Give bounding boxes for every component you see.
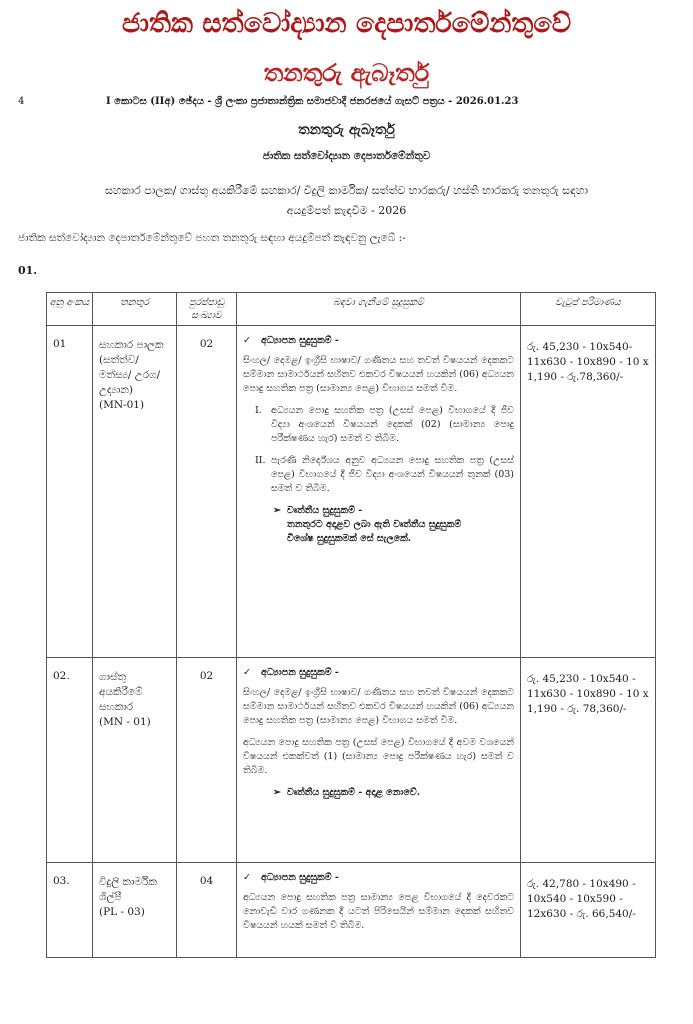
list-item bbox=[255, 454, 514, 496]
vocational-text: තනතුරට අදාළව ලබා ඇති වෘත්තීය සුදුසුකම් bbox=[287, 519, 462, 530]
list-item-text: අධ්‍යයන පොදු සහතික පත්‍ර (උසස් පෙළ) විභාගයේ දී ජීව විද්‍යා අංශයෙන් විෂයයන් දෙකක් (02) (සාමාන්‍ය පොදු පරීක්ෂණය හැර) සමත් ව තිබීම. bbox=[271, 405, 514, 444]
page-number: 4 bbox=[18, 96, 25, 107]
document-title: තනතුරු ඇබෑර්තු bbox=[298, 122, 395, 138]
row-vacancies: 02 bbox=[177, 658, 237, 863]
table-header-row bbox=[47, 293, 656, 326]
list-item-number: I. bbox=[255, 405, 262, 416]
header-qualifications: බඳවා ගැනීමේ සුදුසුකම් bbox=[237, 293, 521, 326]
post-line: අයකිරීමේ bbox=[99, 686, 143, 698]
header-post: තනතුර bbox=[93, 293, 177, 326]
row-post bbox=[93, 863, 177, 958]
post-line: විදුලි කාර්මික bbox=[99, 876, 157, 888]
row-salary: රු. 42,780 - 10x490 - 10x540 - 10x590 - 12x630 - රු. 66,540/- bbox=[521, 863, 656, 958]
row-post bbox=[93, 326, 177, 658]
row-vacancies: 02 bbox=[177, 326, 237, 658]
gazette-title: I කොටස (IIඅ) ඡේදය - ශ්‍රී ලංකා ප්‍රජාතාන්ත්‍රික සමාජවාදී ජනරජයේ ගැසට් පත්‍රය - 2026.01.23 bbox=[106, 96, 519, 107]
list-item-number: II. bbox=[255, 455, 266, 466]
post-line: (MN-01) bbox=[99, 399, 145, 411]
vacancy-table bbox=[46, 292, 656, 958]
arrow-bullet-icon: ➢ bbox=[273, 787, 281, 798]
vocational-qualifications bbox=[273, 504, 514, 546]
vocational-heading: වෘත්තීය සුදුසුකම් - bbox=[287, 505, 363, 516]
description-line-1: සහකාර පාලක/ ගාස්තු අයකිරීමේ සහකාර/ විදුලි කාර්මික/ සත්ත්ව භාරකරු/ හස්ති භාරකරු තනතුරු සඳහා bbox=[105, 184, 588, 197]
header-vacancies: පුරප්පාඩු සංඛ්‍යාව bbox=[177, 293, 237, 326]
intro-text: ජාතික සත්වෝද්‍යාන දෙපාර්තමේන්තුවේ පහත තනතුරු සඳහා අයදුම්පත් කැඳවනු ලැබේ :- bbox=[18, 232, 406, 244]
vocational-heading: වෘත්තීය සුදුසුකම් - අදාළ නොවේ. bbox=[287, 787, 421, 798]
description-line-2: අයදුම්පත් කැඳවීම - 2026 bbox=[286, 204, 407, 217]
arrow-bullet-icon: ➢ bbox=[273, 505, 281, 516]
edu-paragraph: සිංහල/ දෙමළ/ ඉංග්‍රීසි භාෂාව/ ගණිතය සහ තවත් විෂයයන් දෙකකට සම්මාන සාමාර්ථයන් සහිතව එකවර විෂයයන් හයකින් (06) අධ්‍යයන පොදු සහතික පත්‍ර (සාමාන්‍ය පෙළ) විභාගය සමත් වීම. bbox=[243, 355, 514, 394]
post-line: මත්ස්‍ය/ උරග/ bbox=[99, 369, 161, 381]
row-qualifications bbox=[237, 658, 521, 863]
post-line: සහකාර පාලක bbox=[99, 339, 164, 351]
header-serial: අනු අංකය bbox=[47, 293, 93, 326]
row-qualifications bbox=[237, 863, 521, 958]
post-line: ගාස්තු bbox=[99, 671, 127, 683]
header-salary: වැටුප් පරිමාණය bbox=[521, 293, 656, 326]
edu-paragraph: අධ්‍යයන පොදු සහතික පත්‍ර සාමාන්‍ය පෙළ විභාගයේ දී දෙවරකට නොවැඩි වාර ගණනක දී යටත් පිරිසෙයින් සම්මාන දෙකක් සහිතව විෂයයන් හයක් සමත් වී තිබීම. bbox=[243, 892, 514, 931]
section-number: 01. bbox=[18, 264, 38, 277]
row-post bbox=[93, 658, 177, 863]
row-vacancies: 04 bbox=[177, 863, 237, 958]
post-line: (PL - 03) bbox=[99, 906, 145, 918]
checkmark-icon: ✓ bbox=[243, 335, 251, 346]
edu-heading bbox=[243, 871, 514, 885]
row-qualifications bbox=[237, 326, 521, 658]
row-serial: 03. bbox=[47, 863, 93, 958]
row-serial: 02. bbox=[47, 658, 93, 863]
edu-heading-text: අධ්‍යාපන සුදුසුකම් - bbox=[260, 667, 339, 678]
document-subtitle: ජාතික සත්වෝද්‍යාන දෙපාර්තමේන්තුව bbox=[262, 150, 431, 162]
edu-paragraph: අධ්‍යයන පොදු සහතික පත්‍ර (උසස් පෙළ) විභාගයේ දී අවම වශයෙන් විෂයයන් එකක්වත් (1) (සාමාන්‍ය පොදු පරීක්ෂණය හැර) සමත් ව තිබීම. bbox=[243, 737, 514, 776]
vocational-text: විශේෂ සුදුසුකමක් සේ සැලකේ. bbox=[287, 533, 412, 544]
banner-department-title: ජාතික සත්වෝද්‍යාන දෙපාර්තමේන්තුවේ bbox=[121, 8, 572, 39]
post-line: සහකාර bbox=[99, 701, 134, 713]
table-row bbox=[47, 863, 656, 958]
checkmark-icon: ✓ bbox=[243, 872, 251, 883]
row-serial: 01 bbox=[47, 326, 93, 658]
list-item bbox=[255, 404, 514, 446]
edu-paragraph: සිංහල/ දෙමළ/ ඉංග්‍රීසි භාෂාව/ ගණිතය සහ තවත් විෂයයන් දෙකකට සම්මාන සාමාර්ථයන් සහිතව එකවර විෂයයන් හයකින් (06) අධ්‍යයන පොදු සහතික පත්‍ර (සාමාන්‍ය පෙළ) විභාගය සමත් වීම. bbox=[243, 687, 514, 726]
document-description bbox=[40, 181, 653, 221]
row-salary: රු. 45,230 - 10x540 - 11x630 - 10x890 - 10 x 1,190 - රු. 78,360/- bbox=[521, 658, 656, 863]
checkmark-icon: ✓ bbox=[243, 667, 251, 678]
post-line: (සත්ත්ව/ bbox=[99, 354, 139, 366]
table-row bbox=[47, 658, 656, 863]
edu-heading-text: අධ්‍යාපන සුදුසුකම් - bbox=[260, 335, 339, 346]
post-line: උද්‍යාන) bbox=[99, 384, 133, 396]
post-line: ශිල්පී bbox=[99, 891, 122, 903]
list-item-text: පැරණි නිර්දේශය අනුව අධ්‍යයන පොදු සහතික පත්‍ර (උසස් පෙළ) විභාගයේ දී ජීව විද්‍යා අංශයෙන් විෂයයන් තුනක් (03) සමත් ව තිබීම. bbox=[271, 455, 514, 494]
vocational-qualifications bbox=[273, 786, 514, 800]
banner-vacancies-title: තනතුරු ඇබෑර්තු bbox=[263, 58, 430, 87]
row-salary: රු. 45,230 - 10x540- 11x630 - 10x890 - 10 x 1,190 - රු.78,360/- bbox=[521, 326, 656, 658]
edu-heading bbox=[243, 334, 514, 348]
edu-heading bbox=[243, 666, 514, 680]
edu-heading-text: අධ්‍යාපන සුදුසුකම් - bbox=[260, 872, 339, 883]
post-line: (MN - 01) bbox=[99, 716, 151, 728]
table-row bbox=[47, 326, 656, 658]
